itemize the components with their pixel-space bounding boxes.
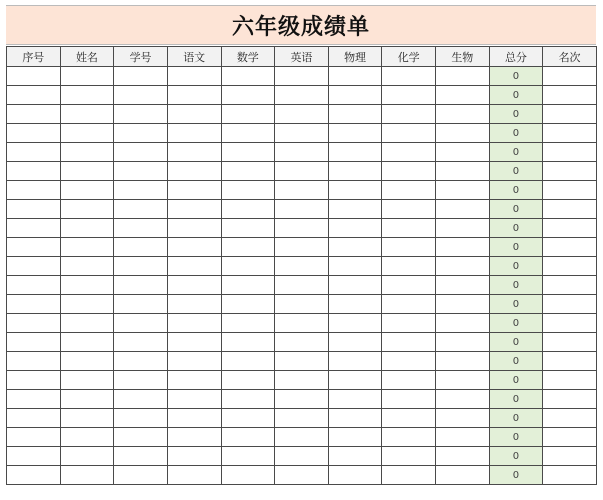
table-cell[interactable] [543,390,597,409]
table-cell[interactable] [221,371,275,390]
table-cell[interactable] [221,447,275,466]
table-cell[interactable] [114,409,168,428]
total-cell[interactable]: 0 [489,333,543,352]
table-cell[interactable] [221,105,275,124]
table-cell[interactable] [7,67,61,86]
table-row [7,200,597,219]
table-cell[interactable] [275,181,329,200]
table-cell[interactable] [114,105,168,124]
table-cell[interactable] [60,124,114,143]
table-cell[interactable] [328,390,382,409]
total-cell[interactable]: 0 [489,181,543,200]
table-cell[interactable] [275,162,329,181]
table-row [7,124,597,143]
table-cell[interactable] [543,295,597,314]
table-cell[interactable] [7,409,61,428]
column-header[interactable]: 序号 [7,47,61,67]
column-header[interactable]: 总分 [489,47,543,67]
table-cell[interactable] [328,238,382,257]
table-cell[interactable] [436,352,490,371]
total-cell[interactable]: 0 [489,143,543,162]
grade-table [6,46,597,485]
table-cell[interactable] [275,314,329,333]
table-cell[interactable] [275,105,329,124]
table-cell[interactable] [328,371,382,390]
table-cell[interactable] [167,447,221,466]
table-cell[interactable] [114,67,168,86]
table-cell[interactable] [167,200,221,219]
table-cell[interactable] [436,143,490,162]
table-cell[interactable] [275,143,329,162]
table-cell[interactable] [167,67,221,86]
table-row [7,67,597,86]
table-cell[interactable] [114,371,168,390]
table-cell[interactable] [543,276,597,295]
table-cell[interactable] [382,124,436,143]
table-cell[interactable] [167,352,221,371]
table-cell[interactable] [543,219,597,238]
table-cell[interactable] [167,333,221,352]
table-cell[interactable] [328,314,382,333]
table-cell[interactable] [328,67,382,86]
table-cell[interactable] [275,333,329,352]
table-cell[interactable] [167,390,221,409]
header-row [7,47,597,67]
table-cell[interactable] [167,124,221,143]
column-header[interactable]: 英语 [275,47,329,67]
table-cell[interactable] [328,257,382,276]
table-cell[interactable] [543,181,597,200]
table-cell[interactable] [543,352,597,371]
table-cell[interactable] [275,295,329,314]
total-cell[interactable]: 0 [489,409,543,428]
total-cell[interactable]: 0 [489,314,543,333]
table-cell[interactable] [60,143,114,162]
table-cell[interactable] [60,466,114,485]
table-cell[interactable] [275,86,329,105]
table-cell[interactable] [543,162,597,181]
table-cell[interactable] [167,219,221,238]
table-cell[interactable] [114,219,168,238]
table-cell[interactable] [167,257,221,276]
table-cell[interactable] [221,390,275,409]
table-cell[interactable] [275,124,329,143]
table-cell[interactable] [543,466,597,485]
table-cell[interactable] [60,67,114,86]
table-cell[interactable] [60,181,114,200]
table-row [7,466,597,485]
table-cell[interactable] [221,428,275,447]
table-cell[interactable] [382,181,436,200]
table-cell[interactable] [436,276,490,295]
table-cell[interactable] [167,371,221,390]
table-cell[interactable] [60,238,114,257]
table-cell[interactable] [436,390,490,409]
table-cell[interactable] [436,447,490,466]
table-cell[interactable] [275,447,329,466]
table-cell[interactable] [436,466,490,485]
table-cell[interactable] [382,295,436,314]
table-cell[interactable] [221,200,275,219]
table-cell[interactable] [382,143,436,162]
table-cell[interactable] [221,409,275,428]
table-cell[interactable] [60,390,114,409]
table-cell[interactable] [543,200,597,219]
column-header[interactable]: 生物 [436,47,490,67]
table-row [7,143,597,162]
column-header[interactable]: 化学 [382,47,436,67]
table-cell[interactable] [543,86,597,105]
table-cell[interactable] [328,200,382,219]
table-cell[interactable] [221,276,275,295]
table-body [7,67,597,485]
table-cell[interactable] [543,409,597,428]
table-row [7,314,597,333]
table-cell[interactable] [7,428,61,447]
table-row [7,409,597,428]
table-row [7,390,597,409]
table-cell[interactable] [328,105,382,124]
sheet-title: 六年级成绩单 [231,14,370,40]
total-cell[interactable]: 0 [489,371,543,390]
table-cell[interactable] [382,390,436,409]
table-cell[interactable] [167,143,221,162]
table-cell[interactable] [382,276,436,295]
table-cell[interactable] [114,181,168,200]
table-cell[interactable] [60,200,114,219]
table-cell[interactable] [436,67,490,86]
table-cell[interactable] [382,200,436,219]
table-cell[interactable] [114,124,168,143]
total-cell[interactable]: 0 [489,200,543,219]
table-cell[interactable] [382,428,436,447]
total-cell[interactable]: 0 [489,124,543,143]
table-cell[interactable] [60,295,114,314]
table-cell[interactable] [60,428,114,447]
table-cell[interactable] [221,162,275,181]
table-row [7,447,597,466]
table-cell[interactable] [114,428,168,447]
table-cell[interactable] [382,162,436,181]
table-cell[interactable] [328,219,382,238]
title-bar [6,5,596,45]
table-cell[interactable] [221,257,275,276]
table-cell[interactable] [436,219,490,238]
table-cell[interactable] [7,181,61,200]
total-cell[interactable]: 0 [489,86,543,105]
table-cell[interactable] [543,257,597,276]
table-cell[interactable] [60,409,114,428]
column-header[interactable]: 语文 [167,47,221,67]
table-cell[interactable] [543,105,597,124]
table-row [7,295,597,314]
table-cell[interactable] [328,447,382,466]
total-cell[interactable]: 0 [489,257,543,276]
table-cell[interactable] [7,219,61,238]
table-row [7,238,597,257]
column-header[interactable]: 姓名 [60,47,114,67]
table-cell[interactable] [221,352,275,371]
table-cell[interactable] [328,143,382,162]
table-cell[interactable] [275,238,329,257]
table-row [7,333,597,352]
table-cell[interactable] [221,466,275,485]
table-cell[interactable] [543,314,597,333]
table-cell[interactable] [114,276,168,295]
table-cell[interactable] [328,352,382,371]
table-cell[interactable] [167,181,221,200]
table-cell[interactable] [436,409,490,428]
table-cell[interactable] [114,86,168,105]
table-cell[interactable] [328,181,382,200]
table-cell[interactable] [543,333,597,352]
table-cell[interactable] [275,390,329,409]
table-cell[interactable] [167,314,221,333]
table-cell[interactable] [328,466,382,485]
table-cell[interactable] [167,162,221,181]
table-cell[interactable] [167,466,221,485]
table-cell[interactable] [167,428,221,447]
table-cell[interactable] [382,257,436,276]
table-cell[interactable] [221,295,275,314]
table-cell[interactable] [328,162,382,181]
table-row [7,428,597,447]
total-cell[interactable]: 0 [489,105,543,124]
table-row [7,276,597,295]
table-cell[interactable] [221,67,275,86]
table-cell[interactable] [60,105,114,124]
table-cell[interactable] [436,162,490,181]
column-header[interactable]: 物理 [328,47,382,67]
table-cell[interactable] [60,314,114,333]
table-cell[interactable] [543,124,597,143]
table-cell[interactable] [328,409,382,428]
column-header[interactable]: 学号 [114,47,168,67]
table-cell[interactable] [436,238,490,257]
table-cell[interactable] [7,105,61,124]
table-cell[interactable] [436,428,490,447]
table-cell[interactable] [114,257,168,276]
table-cell[interactable] [436,257,490,276]
table-cell[interactable] [275,257,329,276]
total-cell[interactable]: 0 [489,447,543,466]
total-cell[interactable]: 0 [489,162,543,181]
table-cell[interactable] [382,238,436,257]
table-cell[interactable] [382,352,436,371]
table-cell[interactable] [275,466,329,485]
table-cell[interactable] [114,238,168,257]
total-cell[interactable]: 0 [489,219,543,238]
total-cell[interactable]: 0 [489,390,543,409]
total-cell[interactable]: 0 [489,67,543,86]
table-cell[interactable] [436,124,490,143]
table-row [7,162,597,181]
table-cell[interactable] [114,200,168,219]
table-cell[interactable] [328,276,382,295]
table-cell[interactable] [167,295,221,314]
table-cell[interactable] [275,67,329,86]
table-cell[interactable] [275,428,329,447]
total-cell[interactable]: 0 [489,238,543,257]
table-cell[interactable] [382,67,436,86]
table-cell[interactable] [221,181,275,200]
table-cell[interactable] [221,143,275,162]
table-cell[interactable] [436,333,490,352]
table-cell[interactable] [7,238,61,257]
table-cell[interactable] [7,143,61,162]
table-cell[interactable] [275,276,329,295]
table-cell[interactable] [436,105,490,124]
table-cell[interactable] [543,238,597,257]
table-cell[interactable] [543,447,597,466]
table-cell[interactable] [7,276,61,295]
table-cell[interactable] [60,276,114,295]
table-row [7,257,597,276]
table-cell[interactable] [167,409,221,428]
table-cell[interactable] [7,333,61,352]
table-row [7,352,597,371]
table-cell[interactable] [7,200,61,219]
table-cell[interactable] [114,466,168,485]
table-cell[interactable] [114,143,168,162]
table-cell[interactable] [382,86,436,105]
column-header[interactable]: 数学 [221,47,275,67]
table-cell[interactable] [328,333,382,352]
table-cell[interactable] [7,371,61,390]
table-cell[interactable] [60,333,114,352]
table-cell[interactable] [382,371,436,390]
table-cell[interactable] [114,390,168,409]
table-cell[interactable] [275,409,329,428]
table-row [7,86,597,105]
table-cell[interactable] [221,238,275,257]
table-cell[interactable] [221,314,275,333]
table-cell[interactable] [543,428,597,447]
table-cell[interactable] [167,86,221,105]
table-cell[interactable] [7,162,61,181]
table-cell[interactable] [114,352,168,371]
total-cell[interactable]: 0 [489,466,543,485]
grade-sheet [6,5,596,495]
table-cell[interactable] [275,352,329,371]
table-cell[interactable] [60,371,114,390]
table-cell[interactable] [328,295,382,314]
table-cell[interactable] [60,447,114,466]
table-cell[interactable] [114,447,168,466]
total-cell[interactable]: 0 [489,428,543,447]
table-cell[interactable] [221,219,275,238]
table-cell[interactable] [7,390,61,409]
column-header[interactable]: 名次 [543,47,597,67]
table-cell[interactable] [7,257,61,276]
table-cell[interactable] [167,276,221,295]
table-cell[interactable] [275,371,329,390]
table-cell[interactable] [543,67,597,86]
table-cell[interactable] [114,295,168,314]
total-cell[interactable]: 0 [489,276,543,295]
total-cell[interactable]: 0 [489,295,543,314]
table-cell[interactable] [7,447,61,466]
table-cell[interactable] [167,238,221,257]
table-cell[interactable] [328,86,382,105]
table-cell[interactable] [60,86,114,105]
table-cell[interactable] [221,86,275,105]
table-cell[interactable] [7,352,61,371]
table-cell[interactable] [167,105,221,124]
table-cell[interactable] [382,466,436,485]
table-cell[interactable] [60,257,114,276]
table-cell[interactable] [114,314,168,333]
table-cell[interactable] [328,124,382,143]
table-cell[interactable] [221,124,275,143]
table-cell[interactable] [7,466,61,485]
table-cell[interactable] [114,162,168,181]
table-cell[interactable] [436,314,490,333]
table-cell[interactable] [60,352,114,371]
table-cell[interactable] [7,314,61,333]
table-cell[interactable] [382,219,436,238]
table-cell[interactable] [382,409,436,428]
table-cell[interactable] [382,314,436,333]
table-cell[interactable] [7,86,61,105]
table-cell[interactable] [436,181,490,200]
table-cell[interactable] [382,105,436,124]
table-cell[interactable] [328,428,382,447]
table-cell[interactable] [543,371,597,390]
table-cell[interactable] [60,162,114,181]
table-row [7,371,597,390]
table-cell[interactable] [436,200,490,219]
table-cell[interactable] [275,200,329,219]
table-cell[interactable] [221,333,275,352]
table-cell[interactable] [275,219,329,238]
table-cell[interactable] [382,447,436,466]
table-cell[interactable] [543,143,597,162]
table-cell[interactable] [7,295,61,314]
table-row [7,105,597,124]
table-cell[interactable] [7,124,61,143]
table-cell[interactable] [436,371,490,390]
table-cell[interactable] [60,219,114,238]
table-row [7,181,597,200]
table-cell[interactable] [382,333,436,352]
table-cell[interactable] [436,295,490,314]
total-cell[interactable]: 0 [489,352,543,371]
table-row [7,219,597,238]
table-cell[interactable] [114,333,168,352]
table-cell[interactable] [436,86,490,105]
